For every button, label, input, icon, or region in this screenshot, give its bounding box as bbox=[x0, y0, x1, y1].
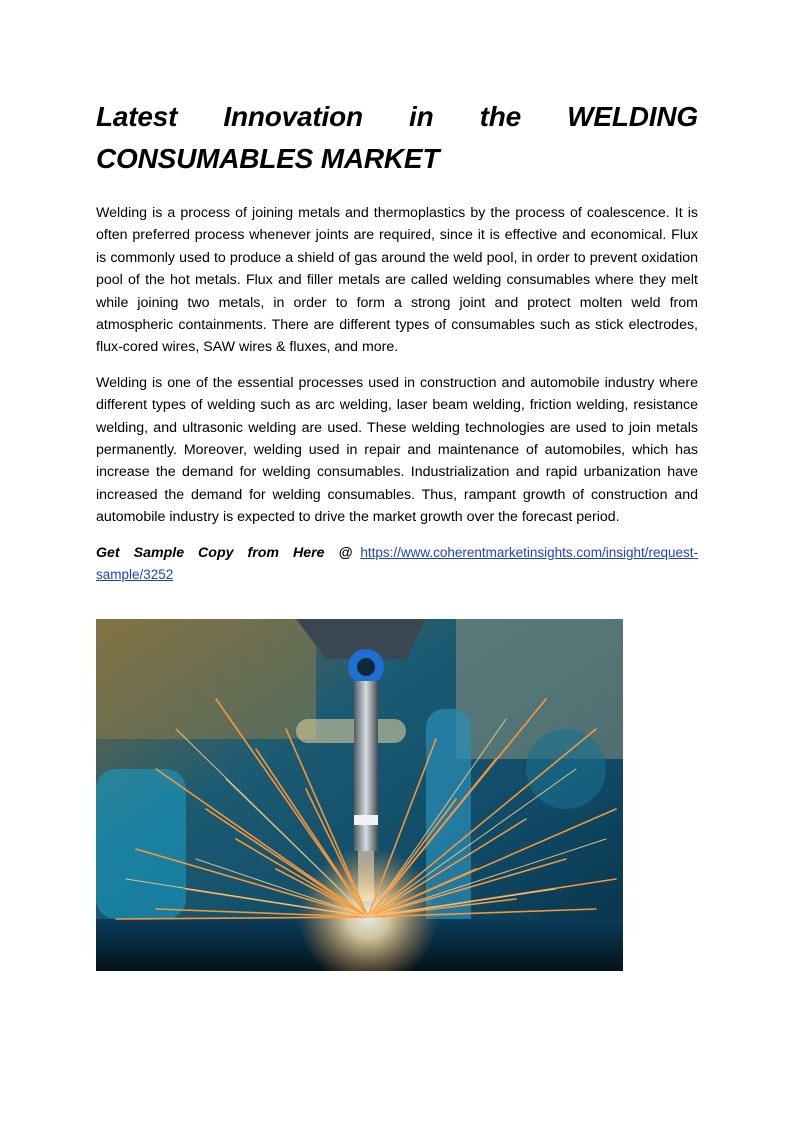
title-word: Innovation bbox=[223, 101, 363, 132]
title-word: WELDING bbox=[567, 101, 698, 132]
sample-copy-line bbox=[96, 542, 698, 587]
document-page bbox=[96, 96, 698, 587]
sample-copy-lead: Get Sample Copy from Here @ bbox=[96, 544, 353, 561]
title-word: in bbox=[409, 101, 434, 132]
body-paragraph-2: Welding is one of the essential processes used in construction and automobile industry where different types of welding such as arc welding, laser beam welding, friction welding, resistance welding, and ultrasonic welding are used. These welding technologies are used to join metals permanently. Moreover, welding used in repair and maintenance of automobiles, which has increase the demand for welding consumables. Industrialization and rapid urbanization have increased the demand for welding consumables. Thus, rampant growth of construction and automobile industry is expected to drive the market growth over the forecast period. bbox=[96, 374, 698, 526]
title-word: Latest bbox=[96, 101, 178, 132]
title-word: the bbox=[479, 101, 522, 132]
welding-sparks-illustration bbox=[96, 619, 623, 971]
body-paragraph-1: Welding is a process of joining metals and thermoplastics by the process of coalescence. It is often preferred process whenever joints are required, since it is effective and economical. Flux is commonly used to produce a shield of gas around the weld pool, in order to prevent oxidation pool of the hot metals. Flux and filler metals are called welding consumables where they melt while joining two metals, in order to form a strong joint and protect molten weld from atmospheric containments. There are different types of consumables such as stick electrodes, flux-cored wires, SAW wires & fluxes, and more. bbox=[96, 205, 698, 356]
title-line-1 bbox=[96, 96, 698, 138]
welding-photo bbox=[96, 619, 623, 971]
sample-copy-link[interactable]: https://www.coherentmarketinsights.com/insight/request-sample/3252 bbox=[96, 544, 698, 583]
title-line-2: CONSUMABLES MARKET bbox=[96, 143, 440, 174]
page-title bbox=[96, 96, 698, 180]
